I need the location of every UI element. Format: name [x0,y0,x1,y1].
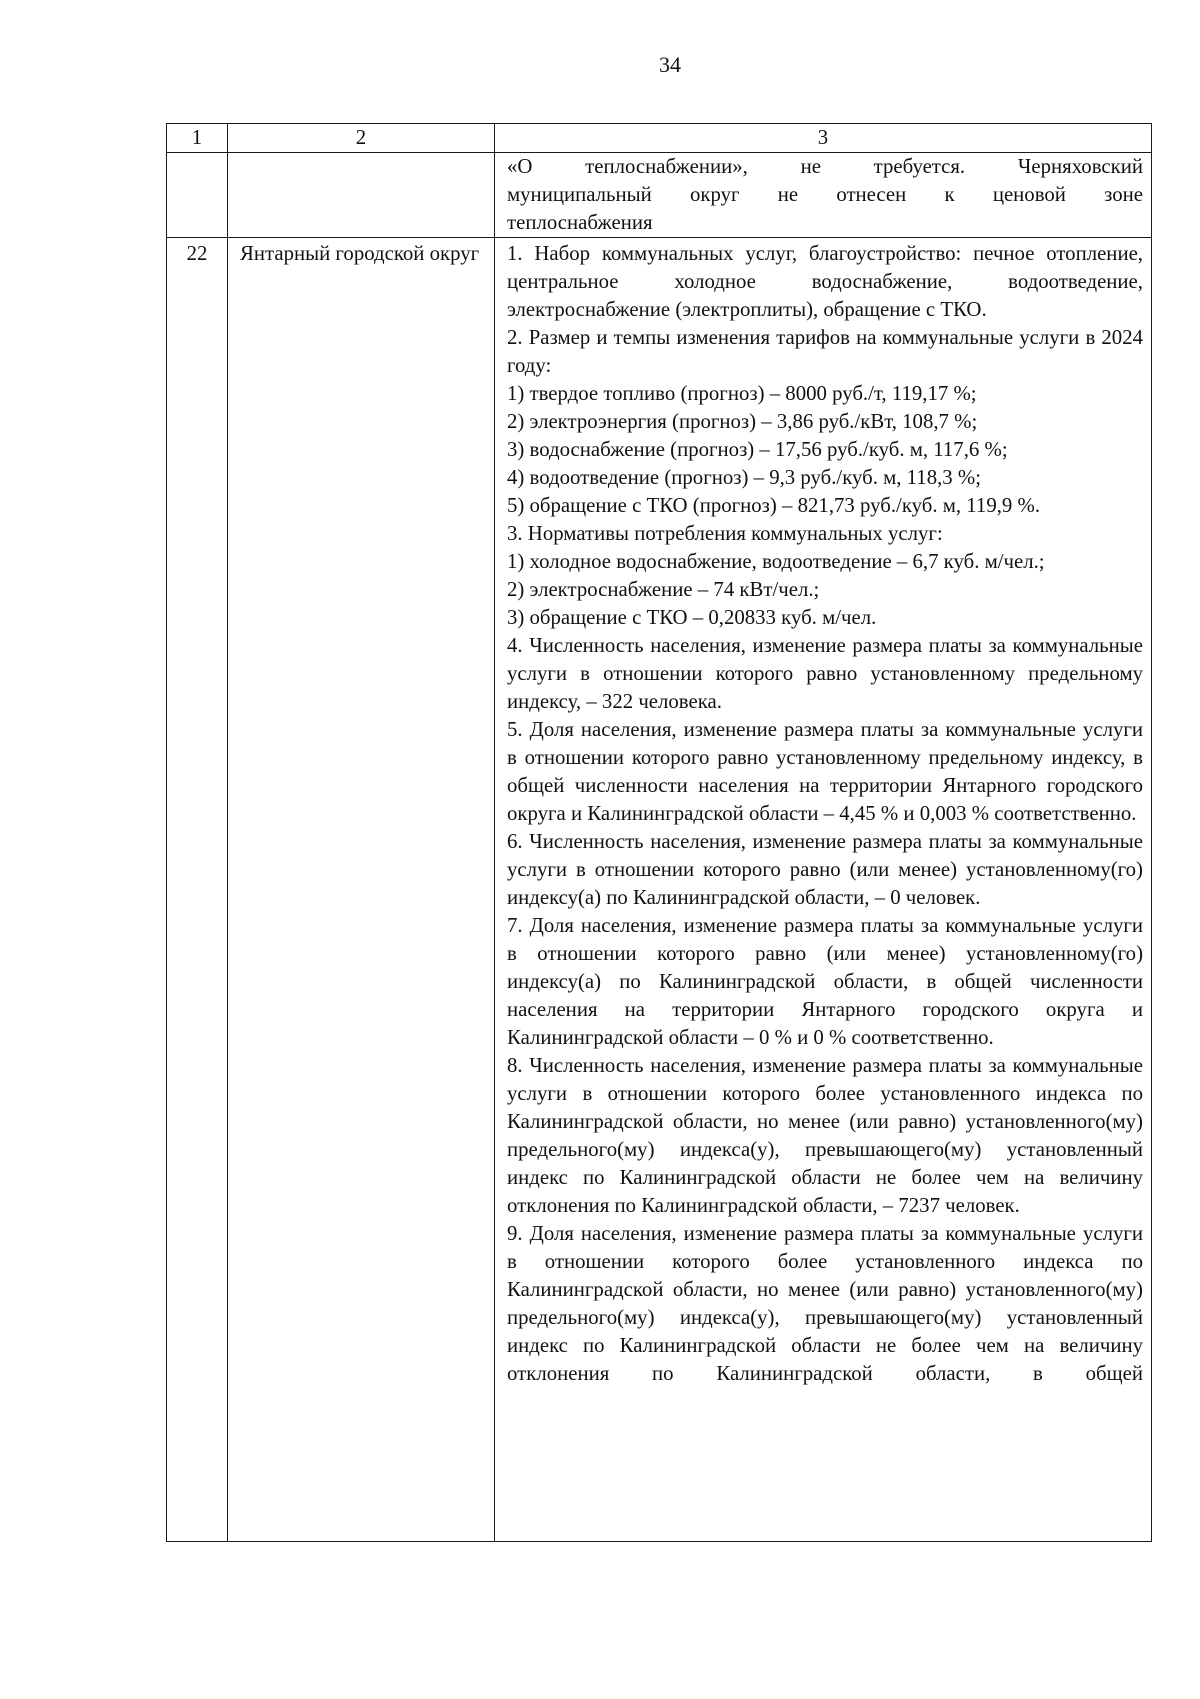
content-item: 1) холодное водоснабжение, водоотведение – 6,7 куб. м/чел.; [507,550,1045,573]
table-header-row [167,124,1152,153]
row-number-cell [167,153,228,238]
content-item: 2) электроэнергия (прогноз) – 3,86 руб./кВт, 108,7 %; [507,410,978,433]
row-name-cell: Янтарный городской округ [228,238,495,1542]
column-header-2: 2 [228,124,495,153]
content-item: 5) обращение с ТКО (прогноз) – 821,73 руб./куб. м, 119,9 %. [507,494,1041,517]
page-number: 34 [659,52,681,77]
content-item: 9. Доля населения, изменение размера платы за коммунальные услуги в отношении которого более установленного индекса по Калининградской области, но менее (или равно) установленного(му) предельного(му) индекса(у), превышающего(му) установленный индекс по Калининградской области не более чем на величину отклонения по Калининградской области, в общей [507,1222,1143,1385]
data-table [166,123,1152,1542]
content-item: 8. Численность населения, изменение размера платы за коммунальные услуги в отношении которого более установленного индекса по Калининградской области, но менее (или равно) установленного(му) предельного(му) индекса(у), превышающего(му) установленный индекс по Калининградской области не более чем на величину отклонения по Калининградской области, – 7237 человек. [507,1054,1143,1217]
column-header-3: 3 [495,124,1152,153]
content-item: 2. Размер и темпы изменения тарифов на коммунальные услуги в 2024 году: [507,326,1143,377]
content-item: 3. Нормативы потребления коммунальных услуг: [507,522,943,545]
continuation-line: муниципальный округ не отнесен к ценовой зоне [507,183,1143,206]
content-item: 6. Численность населения, изменение размера платы за коммунальные услуги в отношении которого равно (или менее) установленному(го) индексу(а) по Калининградской области, – 0 человек. [507,830,1143,909]
content-item: 4. Численность населения, изменение размера платы за коммунальные услуги в отношении которого равно установленному предельному индексу, – 322 человека. [507,634,1143,713]
content-item: 5. Доля населения, изменение размера платы за коммунальные услуги в отношении которого равно установленному предельному индексу, в общей численности населения на территории Янтарного городского округа и Калининградской области – 4,45 % и 0,003 % соответственно. [507,718,1143,825]
content-item: 3) водоснабжение (прогноз) – 17,56 руб./куб. м, 117,6 %; [507,438,1008,461]
row-name-cell [228,153,495,238]
column-header-1: 1 [167,124,228,153]
content-item: 1) твердое топливо (прогноз) – 8000 руб./т, 119,17 %; [507,382,977,405]
row-content-cell [495,153,1152,238]
content-item: 1. Набор коммунальных услуг, благоустройство: печное отопление, центральное холодное водоснабжение, водоотведение, электроснабжение (электроплиты), обращение с ТКО. [507,242,1143,321]
content-item: 3) обращение с ТКО – 0,20833 куб. м/чел. [507,606,877,629]
table-row-continuation [167,153,1152,238]
content-item: 2) электроснабжение – 74 кВт/чел.; [507,578,820,601]
row-content-cell [495,238,1152,1542]
content-item: 4) водоотведение (прогноз) – 9,3 руб./куб. м, 118,3 %; [507,466,981,489]
continuation-line: теплоснабжения [507,211,653,234]
continuation-line: «О теплоснабжении», не требуется. Черняховский [507,155,1143,178]
content-item: 7. Доля населения, изменение размера платы за коммунальные услуги в отношении которого равно (или менее) установленному(го) индексу(а) по Калининградской области, в общей численности населения на территории Янтарного городского округа и Калининградской области – 0 % и 0 % соответственно. [507,914,1143,1049]
row-number-cell: 22 [167,238,228,1542]
table-row [167,238,1152,1542]
